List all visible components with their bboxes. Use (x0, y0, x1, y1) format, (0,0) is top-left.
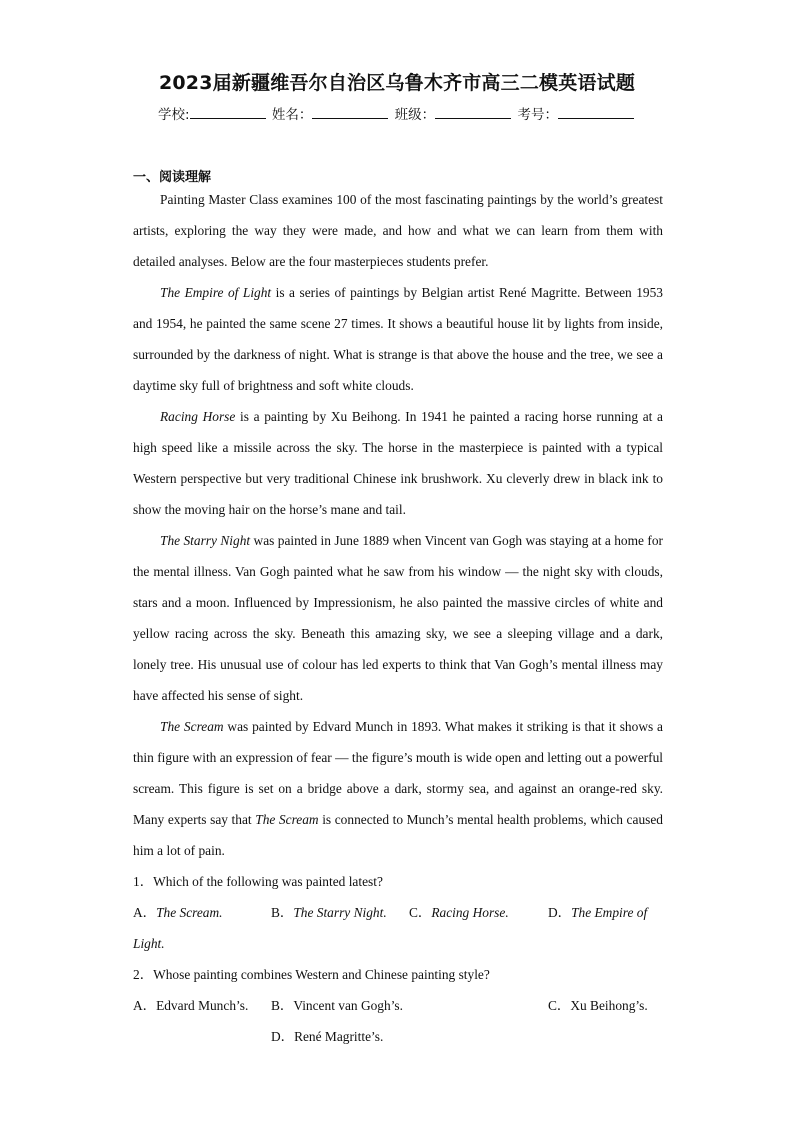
question-2-options-row-2 (133, 1021, 663, 1052)
name-blank (312, 106, 388, 119)
option-letter: B． (271, 998, 294, 1013)
painting-title: The Starry Night (160, 533, 251, 548)
option-letter: D． (271, 1029, 295, 1044)
class-label: 班级： (394, 107, 436, 123)
option-text: The Scream. (156, 905, 223, 920)
paragraph-text: is a series of paintings by Belgian artist René Magritte. Between 1953 and 1954, he painted the same scene 27 times. It shows a beautiful house lit by lights from inside, surrounded by the darkness of night. What is strange is that above the house and the tree, we see a daytime sky full of brightness and soft white clouds. (133, 285, 663, 393)
section-title: 一、阅读理解 (133, 170, 212, 185)
question-1-options-wrap (133, 928, 663, 959)
passage-body (133, 184, 663, 1052)
paragraph-text: was painted by Edvard Munch in 1893. What makes it striking is that it shows a thin figure with an expression of fear — the figure’s mouth is wide open and letting out a powerful scream. This figure is set on a bridge above a dark, stormy sea, and against an orange-red sky. Many experts say that (133, 719, 663, 827)
option-text: Vincent van Gogh’s. (293, 998, 403, 1013)
painting-title-inline: The Scream (255, 812, 319, 827)
number-blank (558, 106, 634, 119)
option-b[interactable] (271, 990, 403, 1021)
option-letter: A． (133, 998, 157, 1013)
option-d[interactable] (548, 897, 647, 928)
page-title: 2023届新疆维吾尔自治区乌鲁木齐市高三二模英语试题 (158, 72, 636, 94)
option-a[interactable] (133, 897, 223, 928)
option-letter: C． (548, 998, 571, 1013)
option-b[interactable] (271, 897, 387, 928)
option-text: The Starry Night. (293, 905, 387, 920)
paragraph-text: is connected to Munch’s mental health problems, which caused him a lot of pain. (133, 812, 663, 858)
painting-title: The Empire of Light (160, 285, 272, 300)
option-c[interactable] (409, 897, 509, 928)
student-info-line (0, 103, 794, 123)
option-text: Edvard Munch’s. (156, 998, 249, 1013)
option-letter: B． (271, 905, 294, 920)
painting-title: The Scream (160, 719, 224, 734)
question-1-stem: 1．Which of the following was painted latest? (133, 874, 383, 889)
paragraph-text: is a painting by Xu Beihong. In 1941 he painted a racing horse running at a high speed like a missile across the sky. The horse in the masterpiece is painted with a typical Western perspective but very traditional Chinese ink brushwork. Xu cleverly drew in black ink to show the moving hair on the horse’s mane and tail. (133, 409, 663, 517)
question-1-options (133, 897, 663, 928)
option-d-continued[interactable] (133, 928, 165, 959)
school-label: 学校: (158, 107, 190, 123)
passage-paragraph-3 (133, 525, 663, 711)
option-text: René Magritte’s. (294, 1029, 384, 1044)
option-d[interactable] (271, 1021, 383, 1052)
passage-paragraph-2 (133, 401, 663, 525)
option-letter: C． (409, 905, 432, 920)
question-2-options (133, 990, 663, 1021)
paragraph-text: was painted in June 1889 when Vincent van Gogh was staying at a home for the mental illness. Van Gogh painted what he saw from his window — the night sky with clouds, stars and a moon. Influenced by Impressionism, he also painted the massive circles of white and yellow racing across the sky. Beneath this amazing sky, we see a sleeping village and a dark, lonely tree. His unusual use of colour has led experts to think that Van Gogh’s mental illness may have affected his sense of sight. (133, 533, 663, 703)
passage-intro: Painting Master Class examines 100 of the most fascinating paintings by the world’s greatest artists, exploring the way they were made, and how and what we can learn from them with detailed analyses. Below are the four masterpieces students prefer. (133, 192, 663, 269)
passage-paragraph-4 (133, 711, 663, 866)
option-text: The Empire of (571, 905, 648, 920)
option-text: Racing Horse. (431, 905, 509, 920)
question-2-stem: 2．Whose painting combines Western and Chinese painting style? (133, 967, 490, 982)
option-c[interactable] (548, 990, 648, 1021)
option-letter: D． (548, 905, 572, 920)
option-text: Xu Beihong’s. (570, 998, 648, 1013)
number-label: 考号： (517, 107, 558, 123)
passage-paragraph-1 (133, 277, 663, 401)
option-letter: A． (133, 905, 157, 920)
class-blank (435, 106, 511, 119)
option-a[interactable] (133, 990, 248, 1021)
option-text: Light. (133, 936, 165, 951)
name-label: 姓名： (271, 107, 313, 123)
school-blank (190, 106, 266, 119)
painting-title: Racing Horse (160, 409, 236, 424)
